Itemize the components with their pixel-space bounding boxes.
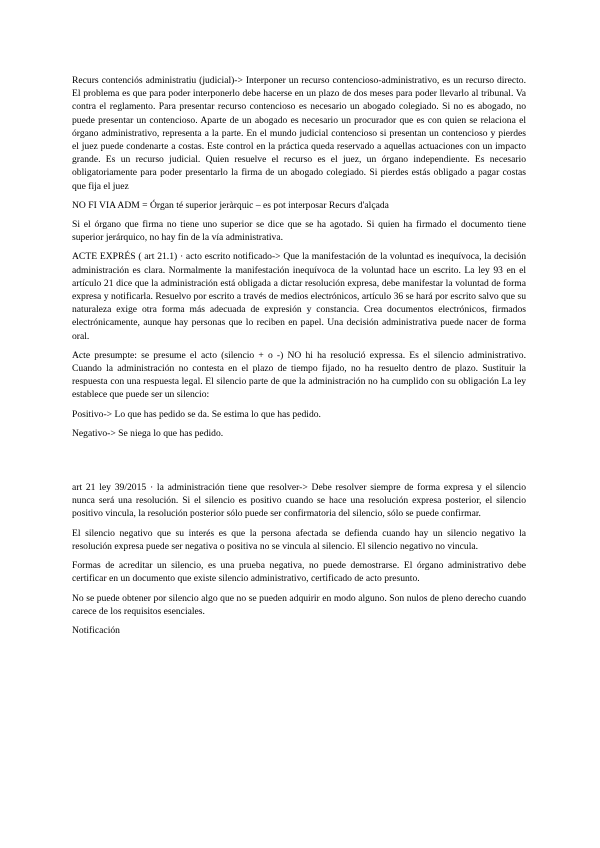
paragraph-formas-acreditar: Formas de acreditar un silencio, es una prueba negativa, no puede demostrarse. El órgano administrativo debe certificar en un documento que existe silencio administrativo, certificado de acto presunto. bbox=[72, 560, 526, 585]
paragraph-recurs-contencios: Recurs contenciós administratiu (judicial)-> Interponer un recurso contencioso-administrativo, es un recurso directo. El problema es que para poder interponerlo debe hacerse en un plazo de dos meses para poder llevarlo al tribunal. Va contra el reglamento. Para presentar recurso contencioso es necesario un abogado colegiado. Si no es abogado, no puede presentar un contencioso. Aparte de un abogado es necesario un procurador que es con quien se relaciona el órgano administrativo, representa a la parte. En el mundo judicial contencioso si presentan un contencioso y pierdes el juez puede condenarte a costas. Este control en la práctica queda reservado a aquellas actuaciones con un impacto grande. Es un recurso judicial. Quien resuelve el recurso es el juez, un órgano independiente. Es necesario obligatoriamente para poder presentarlo la firma de un abogado colegiado. Si pierdes estás obligado a pagar costas que fija el juez bbox=[72, 75, 526, 192]
paragraph-negativo: Negativo-> Se niega lo que has pedido. bbox=[72, 427, 224, 439]
paragraph-no-fi-via-adm: NO FI VIA ADM = Órgan té superior jeràrquic – es pot interposar Recurs d'alçada bbox=[72, 199, 389, 211]
paragraph-organo-superior: Si el órgano que firma no tiene uno superior se dice que se ha agotado. Si quien ha firmado el documento tiene superior jerárquico, no hay fin de la vía administrativa. bbox=[72, 219, 526, 244]
paragraph-no-se-puede-obtener: No se puede obtener por silencio algo que no se pueden adquirir en modo alguno. Son nulos de pleno derecho cuando carece de los requisitos esenciales. bbox=[72, 592, 526, 617]
paragraph-art-21-ley: art 21 ley 39/2015 · la administración tiene que resolver-> Debe resolver siempre de forma expresa y el silencio nunca será una resolución. Si el silencio es positivo cuando se hace una resolución expresa posterior, el silencio positivo vincula, la resolución posterior sólo puede ser confirmatoria del silencio, sólo se puede confirmar. bbox=[72, 482, 526, 520]
heading-notificacion: Notificación bbox=[72, 624, 120, 636]
paragraph-silencio-negativo: El silencio negativo que su interés es que la persona afectada se defienda cuando hay un silencio negativo la resolución expresa puede ser negativa o positiva no se vincula al silencio. El silencio negativo no vincula. bbox=[72, 527, 526, 552]
paragraph-acte-presumpte: Acte presumpte: se presume el acto (silencio + o -) NO hi ha resolució expressa. Es el silencio administrativo. Cuando la administración no contesta en el plazo de tiempo fijado, no ha resuelto dentro de plazo. Sustituir la respuesta con una respuesta legal. El silencio parte de que la administración no ha cumplido con su obligación La ley establece que puede ser un silencio: bbox=[72, 349, 526, 401]
paragraph-acte-expres: ACTE EXPRÉS ( art 21.1) · acto escrito notificado-> Que la manifestación de la voluntad es inequívoca, la decisión administración es clara. Normalmente la manifestación inequívoca de la voluntad hace un escrito. La ley 93 en el artículo 21 dice que la administración está obligada a dictar resolución expresa, debe manifestar la voluntad de forma expresa y notificarla. Resuelvo por escrito a través de medios electrónicos, artículo 36 se hará por escrito salvo que su naturaleza exige otra forma más adecuada de expresión y constancia. Crea documentos electrónicos, firmados electrónicamente, aunque hay personas que lo reciben en papel. Una decisión administrativa puede nacer de forma oral. bbox=[72, 251, 526, 342]
document-page bbox=[72, 74, 526, 643]
paragraph-positivo: Positivo-> Lo que has pedido se da. Se estima lo que has pedido. bbox=[72, 408, 321, 420]
